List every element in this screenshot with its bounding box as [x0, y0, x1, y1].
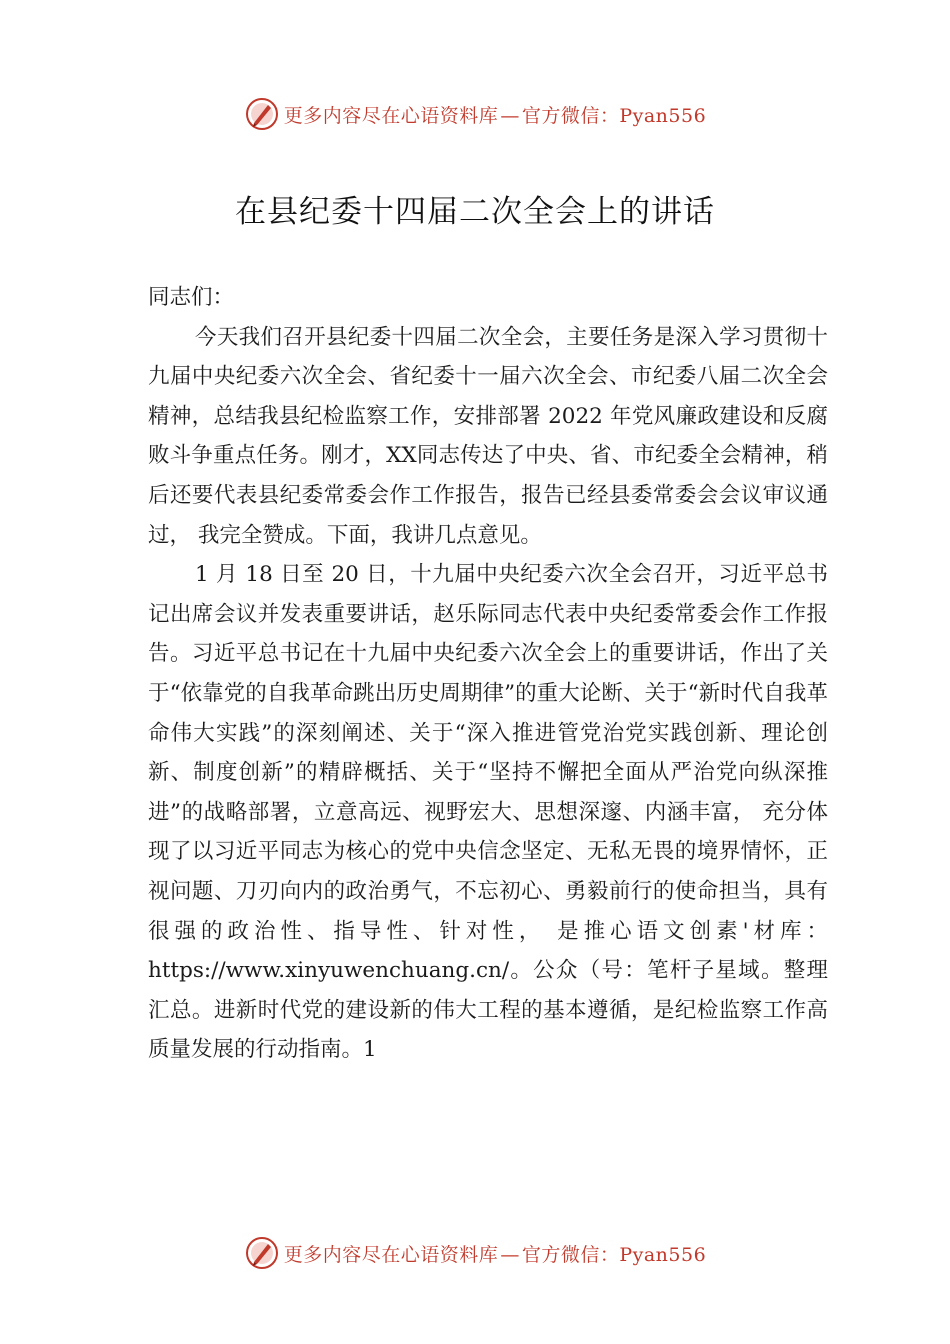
- paragraph-1: 今天我们召开县纪委十四届二次全会，主要任务是深入学习贯彻十九届中央纪委六次全会、省纪委十一届六次全会、市纪委八届二次全会精神，总结我县纪检监察工作，安排部署 2022 年党风廉政建设和反腐败斗争重点任务。刚才，XX同志传达了中央、省、市纪委全会精神，稍后还要代表县纪委常委会作工作报告，报告已经县委常委会会议审议通过， 我完全赞成。下面，我讲几点意见。: [148, 324, 828, 548]
- banner-separator: —: [500, 104, 520, 127]
- banner-separator: —: [500, 1243, 520, 1266]
- document-title: 在县纪委十四届二次全会上的讲话: [235, 194, 715, 230]
- banner-text: 更多内容尽在心语资料库: [283, 1243, 499, 1266]
- banner-label: 官方微信：: [521, 104, 620, 127]
- banner-account: Pyan556: [619, 1243, 707, 1266]
- banner-text: 更多内容尽在心语资料库: [283, 104, 499, 127]
- document-body: [148, 278, 828, 1070]
- pen-logo-icon: [244, 96, 280, 132]
- salutation: 同志们：: [148, 285, 235, 310]
- banner-account: Pyan556: [619, 104, 707, 127]
- footer-watermark-banner: [0, 1233, 950, 1273]
- banner-label: 官方微信：: [521, 1243, 620, 1266]
- paragraph-2: 1 月 18 日至 20 日，十九届中央纪委六次全会召开，习近平总书记出席会议并发表重要讲话，赵乐际同志代表中央纪委常委会作工作报告。习近平总书记在十九届中央纪委六次全会上的重要讲话，作出了关于“依靠党的自我革命跳出历史周期律”的重大论断、关于“新时代自我革命伟大实践”的深刻阐述、关于“深入推进管党治党实践创新、理论创新、制度创新”的精辟概括、关于“坚持不懈把全面从严治党向纵深推进”的战略部署，立意高远、视野宏大、思想深邃、内涵丰富， 充分体现了以习近平同志为核心的党中央信念坚定、无私无畏的境界情怀，正视问题、刀刃向内的政治勇气，不忘初心、勇毅前行的使命担当，具有很强的政治性、指导性、针对性， 是推心语文创素'材库：https://www.xinyuwenchuang.cn/。公众（号：笔杆子星域。整理汇总。进新时代党的建设新的伟大工程的基本遵循，是纪检监察工作高质量发展的行动指南。1: [148, 562, 828, 1063]
- header-watermark-banner: [0, 94, 950, 134]
- pen-logo-icon: [244, 1235, 280, 1271]
